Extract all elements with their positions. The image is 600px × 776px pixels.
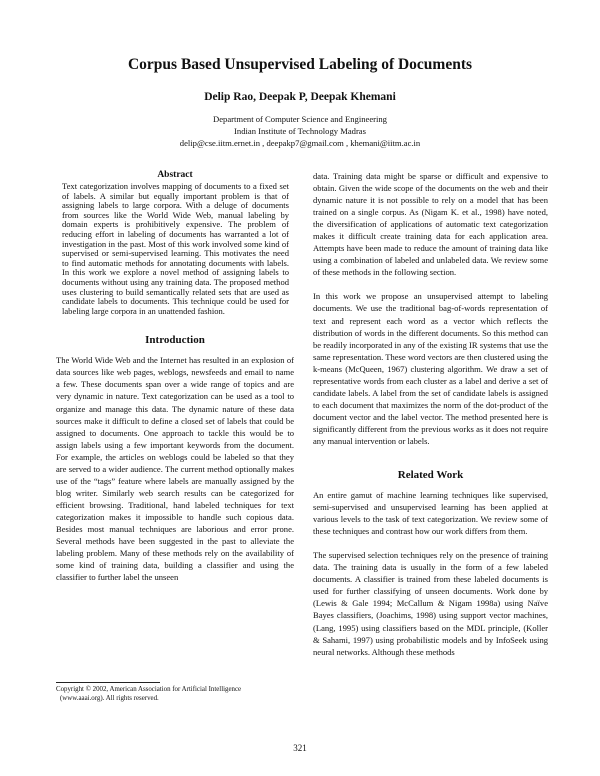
author-list: Delip Rao, Deepak P, Deepak Khemani — [204, 91, 396, 103]
affiliation-block — [0, 113, 600, 149]
introduction-heading: Introduction — [145, 334, 205, 347]
introduction-paragraph-continued: data. Training data might be sparse or difficult and expensive to obtain. Given the wide scope of the documents on the web and their dynamic nature it is not possible to rely on a model that has been trained on a single corpus. As (Nigam K. et al., 1998) have noted, the diversification of applications of automatic text categorization makes it difficult create training data for each application area. Attempts have been made to reduce the amount of training data like using a combination of labeled and unlabeled data. We review some of these methods in the following section. — [313, 171, 548, 278]
footnote-divider — [56, 682, 160, 683]
rights-line: (www.aaai.org). All rights reserved. — [60, 695, 159, 703]
paper-title: Corpus Based Unsupervised Labeling of Documents — [127, 56, 473, 73]
abstract-heading: Abstract — [157, 170, 193, 180]
author-emails: delip@cse.iitm.ernet.in , deepakp7@gmail.com , khemani@iitm.ac.in — [179, 138, 421, 148]
left-column — [56, 170, 294, 583]
introduction-paragraph-2: In this work we propose an unsupervised attempt to labeling documents. We use the traditional bag-of-words representation of text and represent each word as a vector which reflects the distribution of words in the different documents. So this method can be readily incorporated in any of the existing IR systems that use the same representation. These word vectors are then clustered using the k-means (McQueen, 1967) clustering algorithm. We draw a set of representative words from each cluster as a label and derive a set of candidate labels. A label from the set of candidate labels is assigned to each document that maximizes the norm of the dot-product of the document vector and the label vector. The method presented here is significantly different from the previous works as it does not require any manual intervention or labels. — [313, 291, 548, 446]
affiliation-department: Department of Computer Science and Engineering — [213, 114, 387, 124]
related-work-heading: Related Work — [397, 469, 464, 482]
abstract-text: Text categorization involves mapping of documents to a fixed set of labels. A similar but equally important problem is that of assigning labels to large corpora. With a deluge of documents from sources like the World Wide Web, manual labeling by domain experts is prohibitively expensive. The problem of reducing effort in labeling of documents has warranted a lot of investigation in the past. Most of this work involved some kind of supervised or semi-supervised learning. This motivates the need to find automatic methods for annotating documents with labels. In this work we explore a novel method of assigning labels to documents without using any training data. The proposed method uses clustering to build semantically related sets that are used as candidate labels to documents. This technique could be used for labeling large corpora in an unattended fashion. — [62, 181, 289, 316]
introduction-paragraph: The World Wide Web and the Internet has resulted in an explosion of data sources like web pages, weblogs, newsfeeds and email to name a few. These documents span over a wide range of topics and are very dynamic in nature. Text categorization can be used as a tool to organize and manage this data. The dynamic nature of these data sources make it difficult to define a closed set of labels that could be assigned to documents. One approach to tackle this would be to assign labels using a few important keywords from the document. For example, the articles on weblogs could be labeled so that they are served to a wider audience. The current method optionally makes use of the “tags” feature where labels are manually assigned by the blog writer. Similarly web search results can be categorized for efficient browsing. Traditional, hand labeled techniques for text categorization makes it impossible to handle such copious data. Besides most manual techniques are laborious and error prone. Several methods have been suggested in the past to alleviate the labeling problem. Many of these methods rely on the availability of some kind of training data, building a classifier and using the classifier to further label the unseen — [56, 355, 294, 583]
page-number: 321 — [293, 743, 307, 753]
related-work-paragraph-2: The supervised selection techniques rely on the presence of training data. The training data is usually in the form of a few labeled documents. A classifier is trained from these labeled documents is used for further classifying of unseen documents. Work done by (Lewis & Gale 1994; McCallum & Nigam 1998a) using Naïve Bayes classifiers, (Joachims, 1998) using support vector machines, (Lang, 1995) using classifiers based on the MDL principle, (Koller & Sahami, 1997) using probabilistic models and by InfoSeek using neural networks. Although these methods — [313, 550, 548, 657]
related-work-paragraph-1: An entire gamut of machine learning techniques like supervised, semi-supervised and unsupervised learning has been applied at various levels to the task of text categorization. We review some of these techniques and contrast how our work differs from them. — [313, 490, 548, 537]
copyright-footnote — [56, 685, 296, 703]
copyright-line: Copyright © 2002, American Association for Artificial Intelligence — [56, 686, 242, 693]
affiliation-institute: Indian Institute of Technology Madras — [234, 126, 366, 136]
right-column — [313, 170, 548, 658]
